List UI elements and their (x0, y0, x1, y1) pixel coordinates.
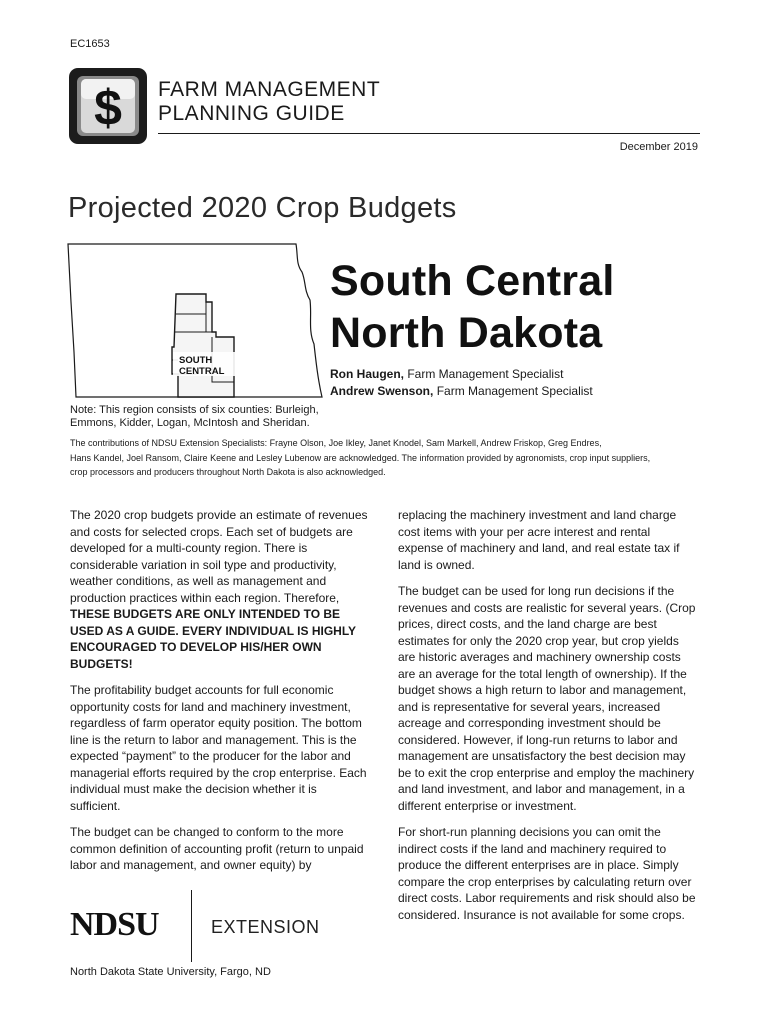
main-title: Projected 2020 Crop Budgets (68, 192, 457, 224)
note-line1: Note: This region consists of six counties: Burleigh, (70, 404, 319, 416)
author-name: Ron Haugen, (330, 367, 404, 381)
ndsu-logo: NDSU (70, 906, 159, 943)
paragraph: The budget can be used for long run decisions if the revenues and costs are realistic for several years. (Crop prices, direct costs, and the land charge are best estimates for only the 2020 crop year, but crop yields are historic averages and machinery ownership costs are an average for the total length of ownership). If the budget shows a high return to labor and management, and is representative for several years, increased acreage and corresponding investment should be considered. However, if long-run returns to labor and management are unsatisfactory the best decision may be to exit the crop enterprise and employ the machinery and land investment, and labor and management, in a different enterprise or investment. (398, 584, 696, 813)
author-line (330, 367, 563, 381)
paragraph-text: The 2020 crop budgets provide an estimate of revenues and costs for selected crops. Each set of budgets are developed for a multi-county region. There is considerable variation in soil type and productivity, weather conditions, as well as management and production practices within each region. Therefore, (70, 508, 368, 605)
series-title-line2: PLANNING GUIDE (158, 102, 345, 125)
paragraph: replacing the machinery investment and land charge cost items with your per acre interest and rental expense of machinery and land, and real estate tax if land is owned. (398, 508, 680, 572)
paragraph: The profitability budget accounts for full economic opportunity costs for land and machinery investment, regardless of farm operator equity position. The bottom line is the return to labor and management. This is the expected “payment” to the producer for the labor and managerial efforts required by the crop enterprise. Each individual must make the decision whether it is sufficient. (70, 683, 367, 813)
author-role: Farm Management Specialist (433, 384, 593, 398)
map-label-line1: SOUTH (179, 355, 213, 366)
paragraph-emphasis: THESE BUDGETS ARE ONLY INTENDED TO BE USED AS A GUIDE. EVERY INDIVIDUAL IS HIGHLY ENCOURAGED TO DEVELOP HIS/HER OWN BUDGETS! (70, 607, 356, 671)
document-code: EC1653 (70, 38, 110, 50)
north-dakota-region-map (66, 242, 336, 402)
region-title (330, 255, 615, 359)
author-name: Andrew Swenson, (330, 384, 434, 398)
series-title-line1: FARM MANAGEMENT (158, 78, 381, 101)
body-column-right (398, 507, 698, 933)
region-title-line1: South Central (330, 257, 615, 305)
author-role: Farm Management Specialist (404, 367, 564, 381)
publication-date: December 2019 (619, 141, 698, 153)
region-title-line2: North Dakota (330, 309, 603, 357)
note-line2: Emmons, Kidder, Logan, McIntosh and Sheridan. (70, 417, 310, 429)
contrib-line1: The contributions of NDSU Extension Specialists: Frayne Olson, Joe Ikley, Janet Knodel, Sam Markell, Andrew Friskop, Greg Endres, (70, 438, 602, 448)
map-label-line2: CENTRAL (179, 366, 225, 377)
body-column-left (70, 507, 370, 884)
logo-divider (191, 890, 192, 962)
extension-label: EXTENSION (211, 917, 320, 937)
dollar-sign-icon (68, 67, 148, 145)
contrib-line2: Hans Kandel, Joel Ransom, Claire Keene and Lesley Lubenow are acknowledged. The information provided by agronomists, crop input suppliers, (70, 452, 651, 463)
header-divider (158, 133, 700, 134)
dollar-symbol: $ (94, 80, 122, 136)
author-line (330, 384, 593, 398)
series-title (158, 78, 380, 126)
paragraph: The budget can be changed to conform to the more common definition of accounting profit (return to unpaid labor and management, and owner equity) by (70, 825, 364, 872)
paragraph: For short-run planning decisions you can omit the indirect costs if the land and machinery required to produce the different enterprises are in place. Simply compare the crop enterprises by calculating return over direct costs. Labor requirements and risk should also be considered. Insurance is not available for some crops. (398, 825, 696, 922)
paragraph (70, 507, 370, 672)
contrib-line3: crop processors and producers throughout North Dakota is also acknowledged. (70, 467, 386, 477)
university-footer: North Dakota State University, Fargo, ND (70, 966, 271, 978)
contributions-acknowledgement (70, 436, 700, 480)
region-note (70, 404, 370, 430)
